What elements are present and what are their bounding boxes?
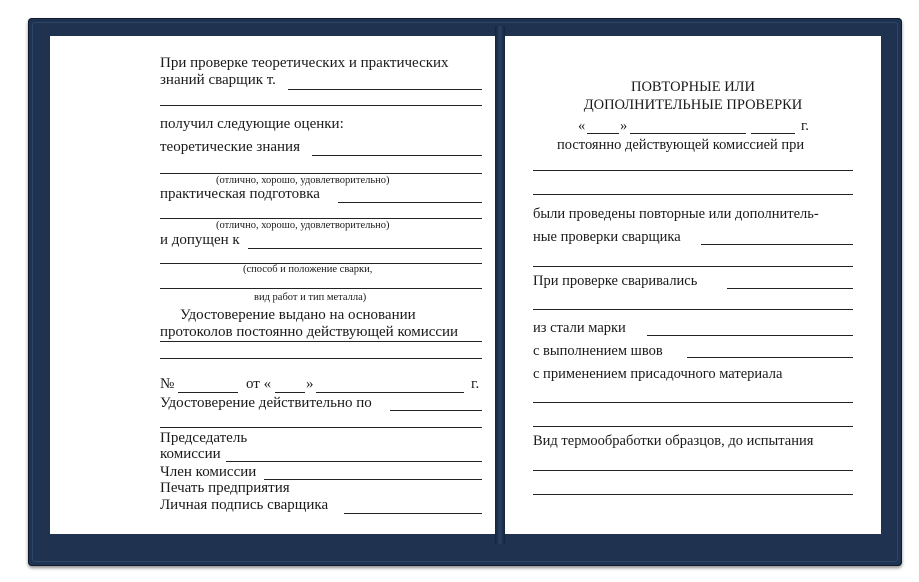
intro-line-2: знаний сварщик т. xyxy=(160,72,276,88)
conducted-line-1: были проведены повторные или дополнитель- xyxy=(533,206,819,222)
chairman-label-1: Председатель xyxy=(160,430,248,446)
welded-line-2[interactable] xyxy=(533,309,853,310)
filler-line-2[interactable] xyxy=(533,426,853,427)
seams-line[interactable] xyxy=(687,357,853,358)
commission-line-1[interactable] xyxy=(533,170,853,171)
welder-line[interactable] xyxy=(701,244,853,245)
heat-line-2[interactable] xyxy=(533,494,853,495)
date-month-line[interactable] xyxy=(316,392,464,393)
protocol-line-2[interactable] xyxy=(160,358,482,359)
work-hint: вид работ и тип металла) xyxy=(254,292,367,303)
heat-treatment-label: Вид термообработки образцов, до испытания xyxy=(533,433,814,449)
welder-line-2[interactable] xyxy=(533,266,853,267)
admitted-line[interactable] xyxy=(248,248,482,249)
valid-until-label: Удостоверение действительно по xyxy=(160,395,372,411)
year-label: г. xyxy=(801,118,809,134)
commission-label: постоянно действующей комиссией при xyxy=(557,137,805,153)
member-label: Член комиссии xyxy=(160,464,257,480)
practical-label: практическая подготовка xyxy=(160,186,320,202)
left-page xyxy=(50,36,495,534)
steel-grade-label: из стали марки xyxy=(533,320,626,336)
practical-grade-line-2[interactable] xyxy=(160,218,482,219)
grade-hint-1: (отлично, хорошо, удовлетворительно) xyxy=(216,175,390,186)
filler-material-label: с применением присадочного материала xyxy=(533,366,783,382)
section-title-2: ДОПОЛНИТЕЛЬНЫЕ ПРОВЕРКИ xyxy=(583,97,803,113)
year-label: г. xyxy=(471,376,480,392)
date-day-line[interactable] xyxy=(587,133,619,134)
member-line[interactable] xyxy=(264,479,482,480)
signature-label: Личная подпись сварщика xyxy=(160,497,329,513)
date-from-label: от « xyxy=(246,376,272,392)
commission-line-2[interactable] xyxy=(533,194,853,195)
protocol-line-1[interactable] xyxy=(160,341,482,342)
grade-hint-2: (отлично, хорошо, удовлетворительно) xyxy=(216,220,390,231)
welder-name-line-2[interactable] xyxy=(160,105,482,106)
date-day-line[interactable] xyxy=(275,392,305,393)
welder-name-line[interactable] xyxy=(288,89,482,90)
received-grades-label: получил следующие оценки: xyxy=(160,116,344,132)
date-quote-open: « xyxy=(578,118,586,134)
date-quote-close: » xyxy=(306,376,314,392)
chairman-label-2: комиссии xyxy=(160,446,221,462)
chairman-line[interactable] xyxy=(226,461,482,462)
welded-line[interactable] xyxy=(727,288,853,289)
seams-label: с выполнением швов xyxy=(533,343,663,359)
work-type-line[interactable] xyxy=(160,288,482,289)
issued-line-1: Удостоверение выдано на основании xyxy=(180,307,416,323)
theory-label: теоретические знания xyxy=(160,139,300,155)
filler-line-1[interactable] xyxy=(533,402,853,403)
method-hint: (способ и положение сварки, xyxy=(243,264,373,275)
signature-line[interactable] xyxy=(344,513,482,514)
practical-grade-line[interactable] xyxy=(338,202,482,203)
intro-line-1: При проверке теоретических и практических xyxy=(160,55,449,71)
steel-grade-line[interactable] xyxy=(647,335,853,336)
conducted-line-2: ные проверки сварщика xyxy=(533,229,681,245)
date-year-line[interactable] xyxy=(751,133,795,134)
number-line[interactable] xyxy=(178,392,238,393)
valid-until-line-2[interactable] xyxy=(160,427,482,428)
booklet-spine xyxy=(495,26,505,544)
theory-grade-line-2[interactable] xyxy=(160,173,482,174)
section-title-1: ПОВТОРНЫЕ ИЛИ xyxy=(630,79,755,95)
right-page xyxy=(505,36,881,534)
stamp-label: Печать предприятия xyxy=(160,480,290,496)
valid-until-line[interactable] xyxy=(390,410,482,411)
heat-line-1[interactable] xyxy=(533,470,853,471)
number-sign: № xyxy=(160,376,175,392)
date-month-line[interactable] xyxy=(630,133,746,134)
theory-grade-line[interactable] xyxy=(312,155,482,156)
date-quote-close: » xyxy=(620,118,628,134)
admitted-label: и допущен к xyxy=(160,232,240,248)
welded-label: При проверке сваривались xyxy=(533,273,698,289)
issued-line-2: протоколов постоянно действующей комиссии xyxy=(160,324,459,340)
